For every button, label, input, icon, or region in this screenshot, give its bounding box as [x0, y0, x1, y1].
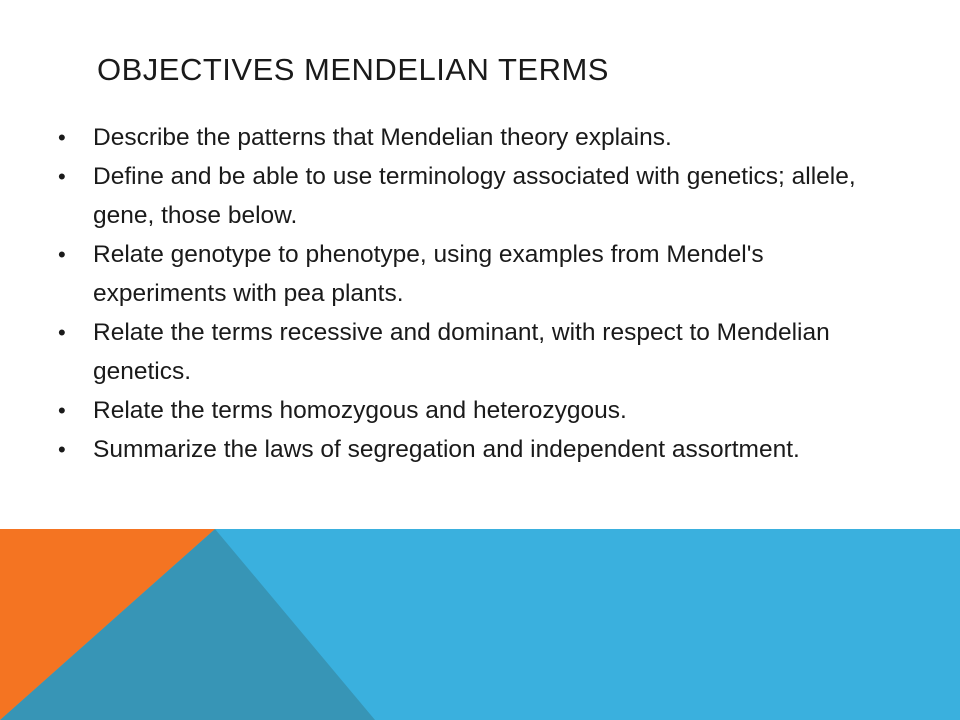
bullet-icon: • [58, 437, 66, 462]
bullet-icon: • [58, 398, 66, 423]
list-item-text: Define and be able to use terminology associated with genetics; allele, gene, those below. [93, 163, 856, 229]
list-item [56, 391, 876, 430]
bullet-icon: • [58, 125, 66, 150]
list-item-text: Relate genotype to phenotype, using examples from Mendel's experiments with pea plants. [93, 241, 764, 307]
bullet-icon: • [58, 242, 66, 267]
list-item-text: Relate the terms recessive and dominant, with respect to Mendelian genetics. [93, 319, 830, 385]
decorative-color-band [0, 529, 960, 720]
list-item-text: Describe the patterns that Mendelian theory explains. [93, 124, 672, 151]
list-item [56, 313, 876, 391]
slide-title: OBJECTIVES MENDELIAN TERMS [97, 52, 609, 87]
list-item-text: Relate the terms homozygous and heterozygous. [93, 397, 627, 424]
list-item [56, 235, 876, 313]
bullet-icon: • [58, 320, 66, 345]
list-item-text: Summarize the laws of segregation and independent assortment. [93, 436, 800, 463]
list-item [56, 157, 876, 235]
list-item [56, 118, 876, 157]
list-item [56, 430, 876, 469]
objectives-list [56, 118, 876, 469]
bullet-icon: • [58, 164, 66, 189]
